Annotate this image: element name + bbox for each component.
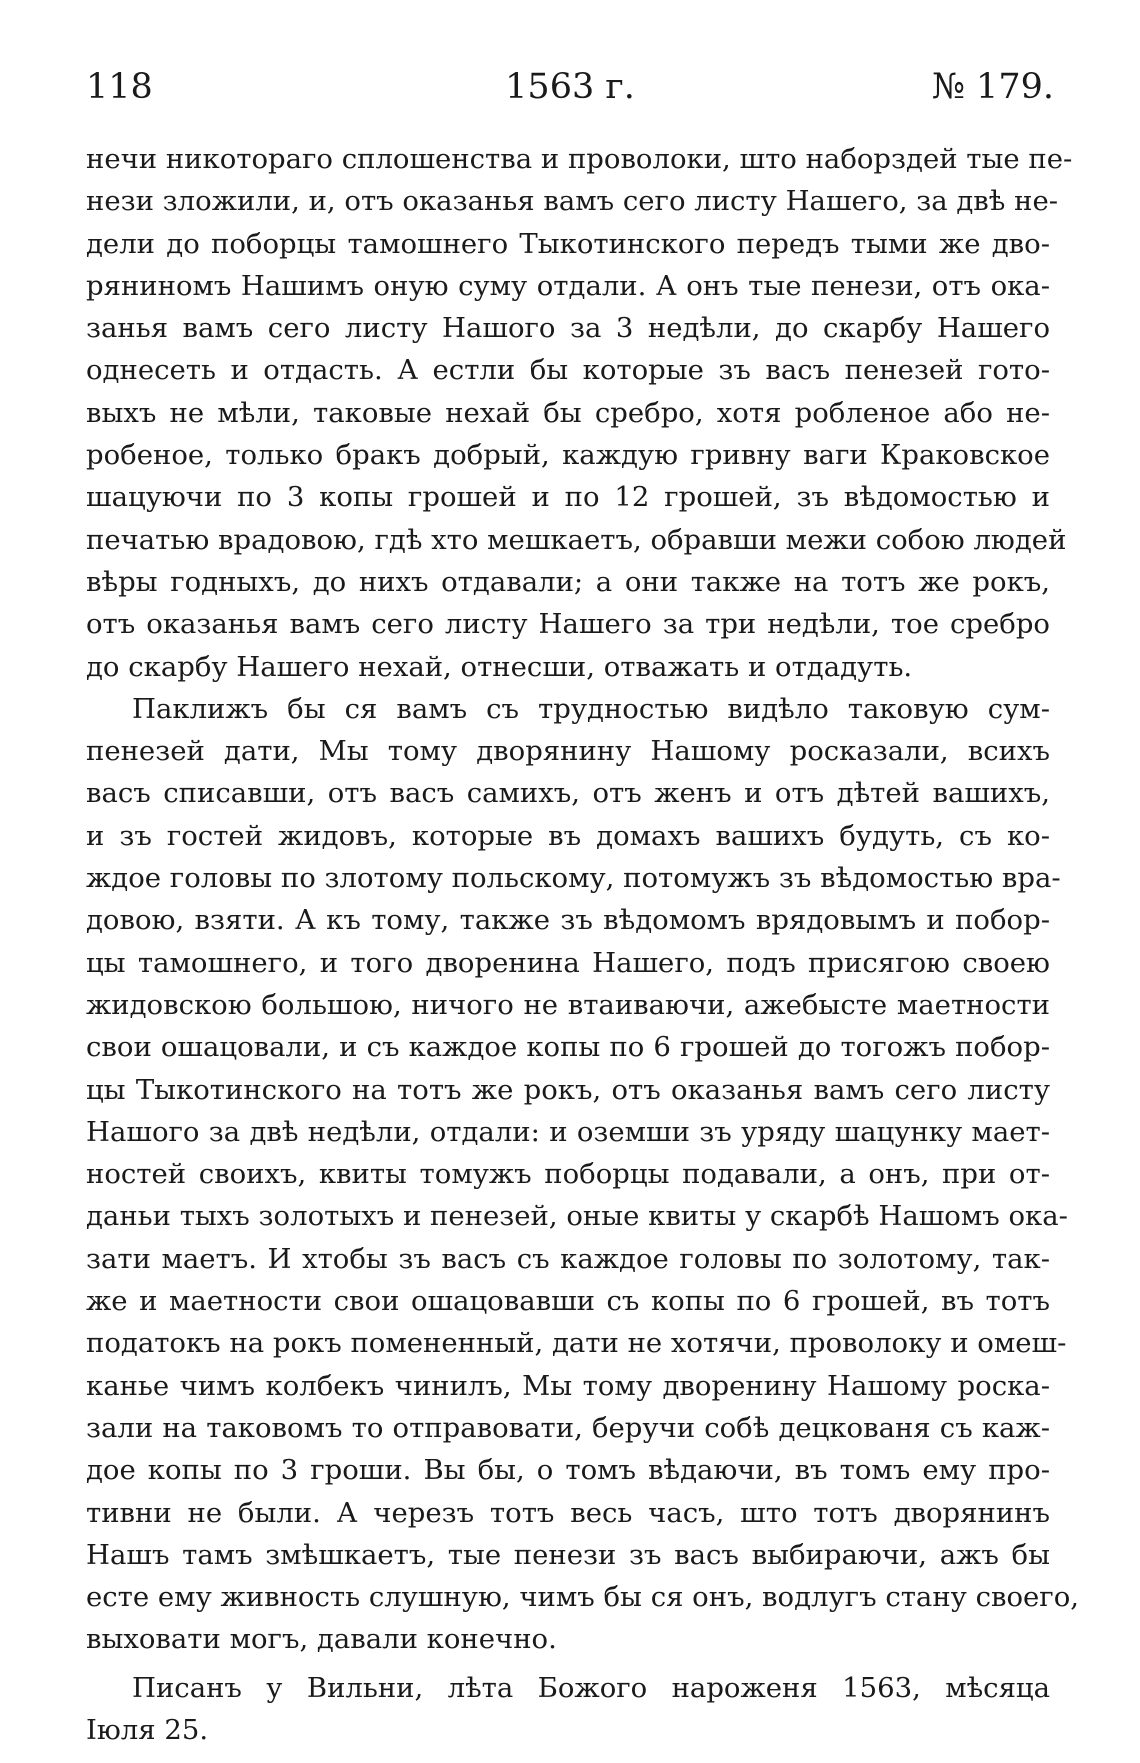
text-line: нези зложили, и, отъ оказанья вамъ сего листу Нашего, за двѣ не- bbox=[86, 185, 1059, 218]
text-line: ждое головы по злотому польскому, потомужъ зъ вѣдомостью вра- bbox=[86, 862, 1061, 895]
text-line: Паклижъ бы ся вамъ съ трудностью видѣло таковую сум- bbox=[132, 692, 1050, 725]
text-line: вѣры годныхъ, до нихъ отдавали; а они также на тотъ же рокъ, bbox=[86, 565, 1050, 598]
text-line: печатью врадовою, гдѣ хто мешкаетъ, обравши межи собою людей bbox=[86, 523, 1067, 556]
text-line: Нашъ тамъ змѣшкаетъ, тые пенези зъ васъ выбираючи, ажъ бы bbox=[86, 1538, 1050, 1571]
text-line: же и маетности свои ошацовавши съ копы по 6 грошей, въ тотъ bbox=[86, 1285, 1050, 1318]
text-line: цы Тыкотинского на тотъ же рокъ, отъ оказанья вамъ сего листу bbox=[86, 1073, 1050, 1106]
page-number: 118 bbox=[86, 67, 153, 107]
text-line: ряниномъ Нашимъ оную суму отдали. А онъ тые пенези, отъ ока- bbox=[86, 269, 1050, 302]
text-line: васъ списавши, отъ васъ самихъ, отъ женъ и отъ дѣтей вашихъ, bbox=[86, 777, 1050, 810]
text-line: есте ему живность слушную, чимъ бы ся онъ, водлугъ стану своего, bbox=[86, 1581, 1079, 1614]
text-line: шацуючи по 3 копы грошей и по 12 грошей, зъ вѣдомостью и bbox=[86, 481, 1050, 514]
text-line: нечи никотораго сплошенства и проволоки, што наборздей тые пе- bbox=[86, 143, 1073, 175]
text-line: до скарбу Нашего нехай, отнесши, отважать и отдадуть. bbox=[86, 650, 913, 683]
page-header bbox=[86, 62, 1054, 112]
text-line: податокъ на рокъ помененный, дати не хотячи, проволоку и омеш- bbox=[86, 1327, 1067, 1360]
paragraph-main bbox=[86, 688, 1079, 1661]
text-line: занья вамъ сего листу Нашого за 3 недѣли, до скарбу Нашего bbox=[86, 312, 1050, 345]
text-line: и зъ гостей жидовъ, которые въ домахъ вашихъ будуть, съ ко- bbox=[86, 819, 1050, 852]
text-line: однесеть и отдасть. А естли бы которые зъ васъ пенезей гото- bbox=[86, 354, 1050, 387]
text-line: жидовскою большою, ничого не втаиваючи, ажебысте маетности bbox=[86, 988, 1050, 1021]
text-line: робеное, только бракъ добрый, каждую гривну ваги Краковское bbox=[86, 439, 1050, 472]
text-line: даньи тыхъ золотыхъ и пенезей, оные квиты у скарбѣ Нашомъ ока- bbox=[86, 1200, 1068, 1233]
document-number: № 179. bbox=[931, 67, 1054, 107]
text-line: свои ошацовали, и съ каждое копы по 6 грошей до тогожъ побор- bbox=[86, 1031, 1050, 1064]
text-line: пенезей дати, Мы тому дворянину Нашому росказали, всихъ bbox=[86, 735, 1050, 768]
body-text bbox=[86, 138, 1079, 1751]
text-line: выховати могъ, давали конечно. bbox=[86, 1623, 557, 1656]
text-line: дое копы по 3 гроши. Вы бы, о томъ вѣдаючи, въ томъ ему про- bbox=[86, 1454, 1050, 1487]
text-line: зати маетъ. И хтобы зъ васъ съ каждое головы по золотому, так- bbox=[86, 1242, 1050, 1275]
text-line: Писанъ у Вильни, лѣта Божого нароженя 1563, мѣсяца bbox=[132, 1671, 1050, 1704]
text-line: выхъ не мѣли, таковые нехай бы сребро, хотя робленое або не- bbox=[86, 396, 1050, 429]
text-line: тивни не были. А черезъ тотъ весь часъ, што тотъ дворянинъ bbox=[86, 1496, 1050, 1529]
paragraph-closing bbox=[86, 1667, 1050, 1752]
text-line: Іюля 25. bbox=[86, 1713, 209, 1746]
text-line: цы тамошнего, и того дворенина Нашего, подъ присягою своею bbox=[86, 946, 1050, 979]
text-line: ностей своихъ, квиты томужъ поборцы подавали, а онъ, при от- bbox=[86, 1158, 1050, 1191]
text-line: отъ оказанья вамъ сего листу Нашего за три недѣли, тое сребро bbox=[86, 608, 1050, 641]
text-line: дели до поборцы тамошнего Тыкотинского передъ тыми же дво- bbox=[86, 227, 1050, 260]
text-line: довою, взяти. А къ тому, также зъ вѣдомомъ врядовымъ и побор- bbox=[86, 904, 1050, 937]
text-line: Нашого за двѣ недѣли, отдали: и оземши зъ уряду шацунку мает- bbox=[86, 1115, 1050, 1148]
text-line: канье чимъ колбекъ чинилъ, Мы тому дворенину Нашому роска- bbox=[86, 1369, 1050, 1402]
header-year: 1563 г. bbox=[505, 67, 635, 107]
text-line: зали на таковомъ то отправовати, беручи собѣ децкованя съ каж- bbox=[86, 1411, 1050, 1444]
paragraph-continuation bbox=[86, 138, 1073, 688]
